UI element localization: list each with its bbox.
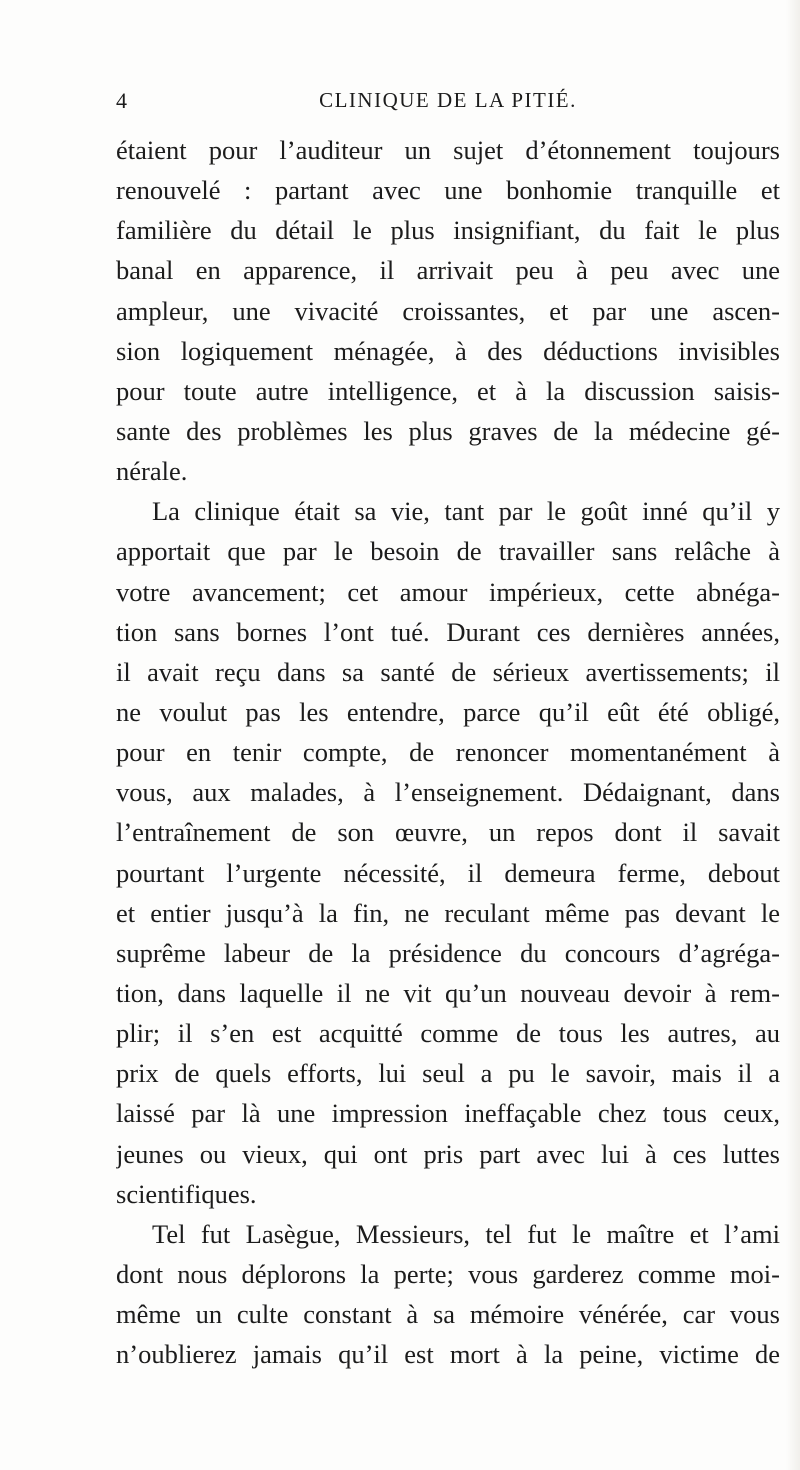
text-line: apportait que par le besoin de travailler sans relâche à [116,536,780,567]
text-line: ampleur, une vivacité croissantes, et par une ascen- [116,295,780,326]
text-line: pour en tenir compte, de renoncer momentanément à [116,737,780,768]
body-text [116,130,780,1374]
paragraph-first-line: Tel fut Lasègue, Messieurs, tel fut le maître et l’ami [152,1218,780,1249]
text-line: ne voulut pas les entendre, parce qu’il eût été obligé, [116,696,780,727]
text-line: pourtant l’urgente nécessité, il demeura ferme, debout [116,857,780,888]
running-head [116,88,780,118]
text-line: tion, dans laquelle il ne vit qu’un nouveau devoir à rem- [116,977,780,1008]
text-line: même un culte constant à sa mémoire vénérée, car vous [116,1299,780,1330]
text-line: suprême labeur de la présidence du concours d’agréga- [116,937,780,968]
text-line: vous, aux malades, à l’enseignement. Dédaignant, dans [116,777,780,808]
text-line: laissé par là une impression ineffaçable chez tous ceux, [116,1098,780,1129]
text-line: renouvelé : partant avec une bonhomie tranquille et [116,175,780,206]
text-line: n’oublierez jamais qu’il est mort à la peine, victime de [116,1339,780,1370]
text-line: scientifiques. [116,1178,257,1209]
text-line: et entier jusqu’à la fin, ne reculant même pas devant le [116,897,780,928]
text-line: banal en apparence, il arrivait peu à peu avec une [116,255,780,286]
text-line: l’entraînement de son œuvre, un repos dont il savait [116,817,780,848]
text-line: votre avancement; cet amour impérieux, cette abnéga- [116,576,780,607]
text-line: plir; il s’en est acquitté comme de tous les autres, au [116,1018,780,1049]
text-line: prix de quels efforts, lui seul a pu le savoir, mais il a [116,1058,780,1089]
text-line: familière du détail le plus insignifiant, du fait le plus [116,215,780,246]
text-line: nérale. [116,456,188,487]
text-line: tion sans bornes l’ont tué. Durant ces dernières années, [116,616,780,647]
text-line: jeunes ou vieux, qui ont pris part avec lui à ces luttes [116,1138,780,1169]
paragraph-first-line: La clinique était sa vie, tant par le goût inné qu’il y [152,496,780,527]
text-line: il avait reçu dans sa santé de sérieux avertissements; il [116,656,780,687]
text-line: dont nous déplorons la perte; vous garderez comme moi- [116,1258,780,1289]
page-edge-shading [786,0,800,1470]
page-number: 4 [116,88,128,113]
text-line: pour toute autre intelligence, et à la discussion saisis- [116,375,780,406]
text-line: sion logiquement ménagée, à des déductions invisibles [116,335,780,366]
running-title: CLINIQUE DE LA PITIÉ. [319,88,577,112]
text-line: sante des problèmes les plus graves de la médecine gé- [116,415,780,446]
text-line: étaient pour l’auditeur un sujet d’étonnement toujours [116,135,780,165]
